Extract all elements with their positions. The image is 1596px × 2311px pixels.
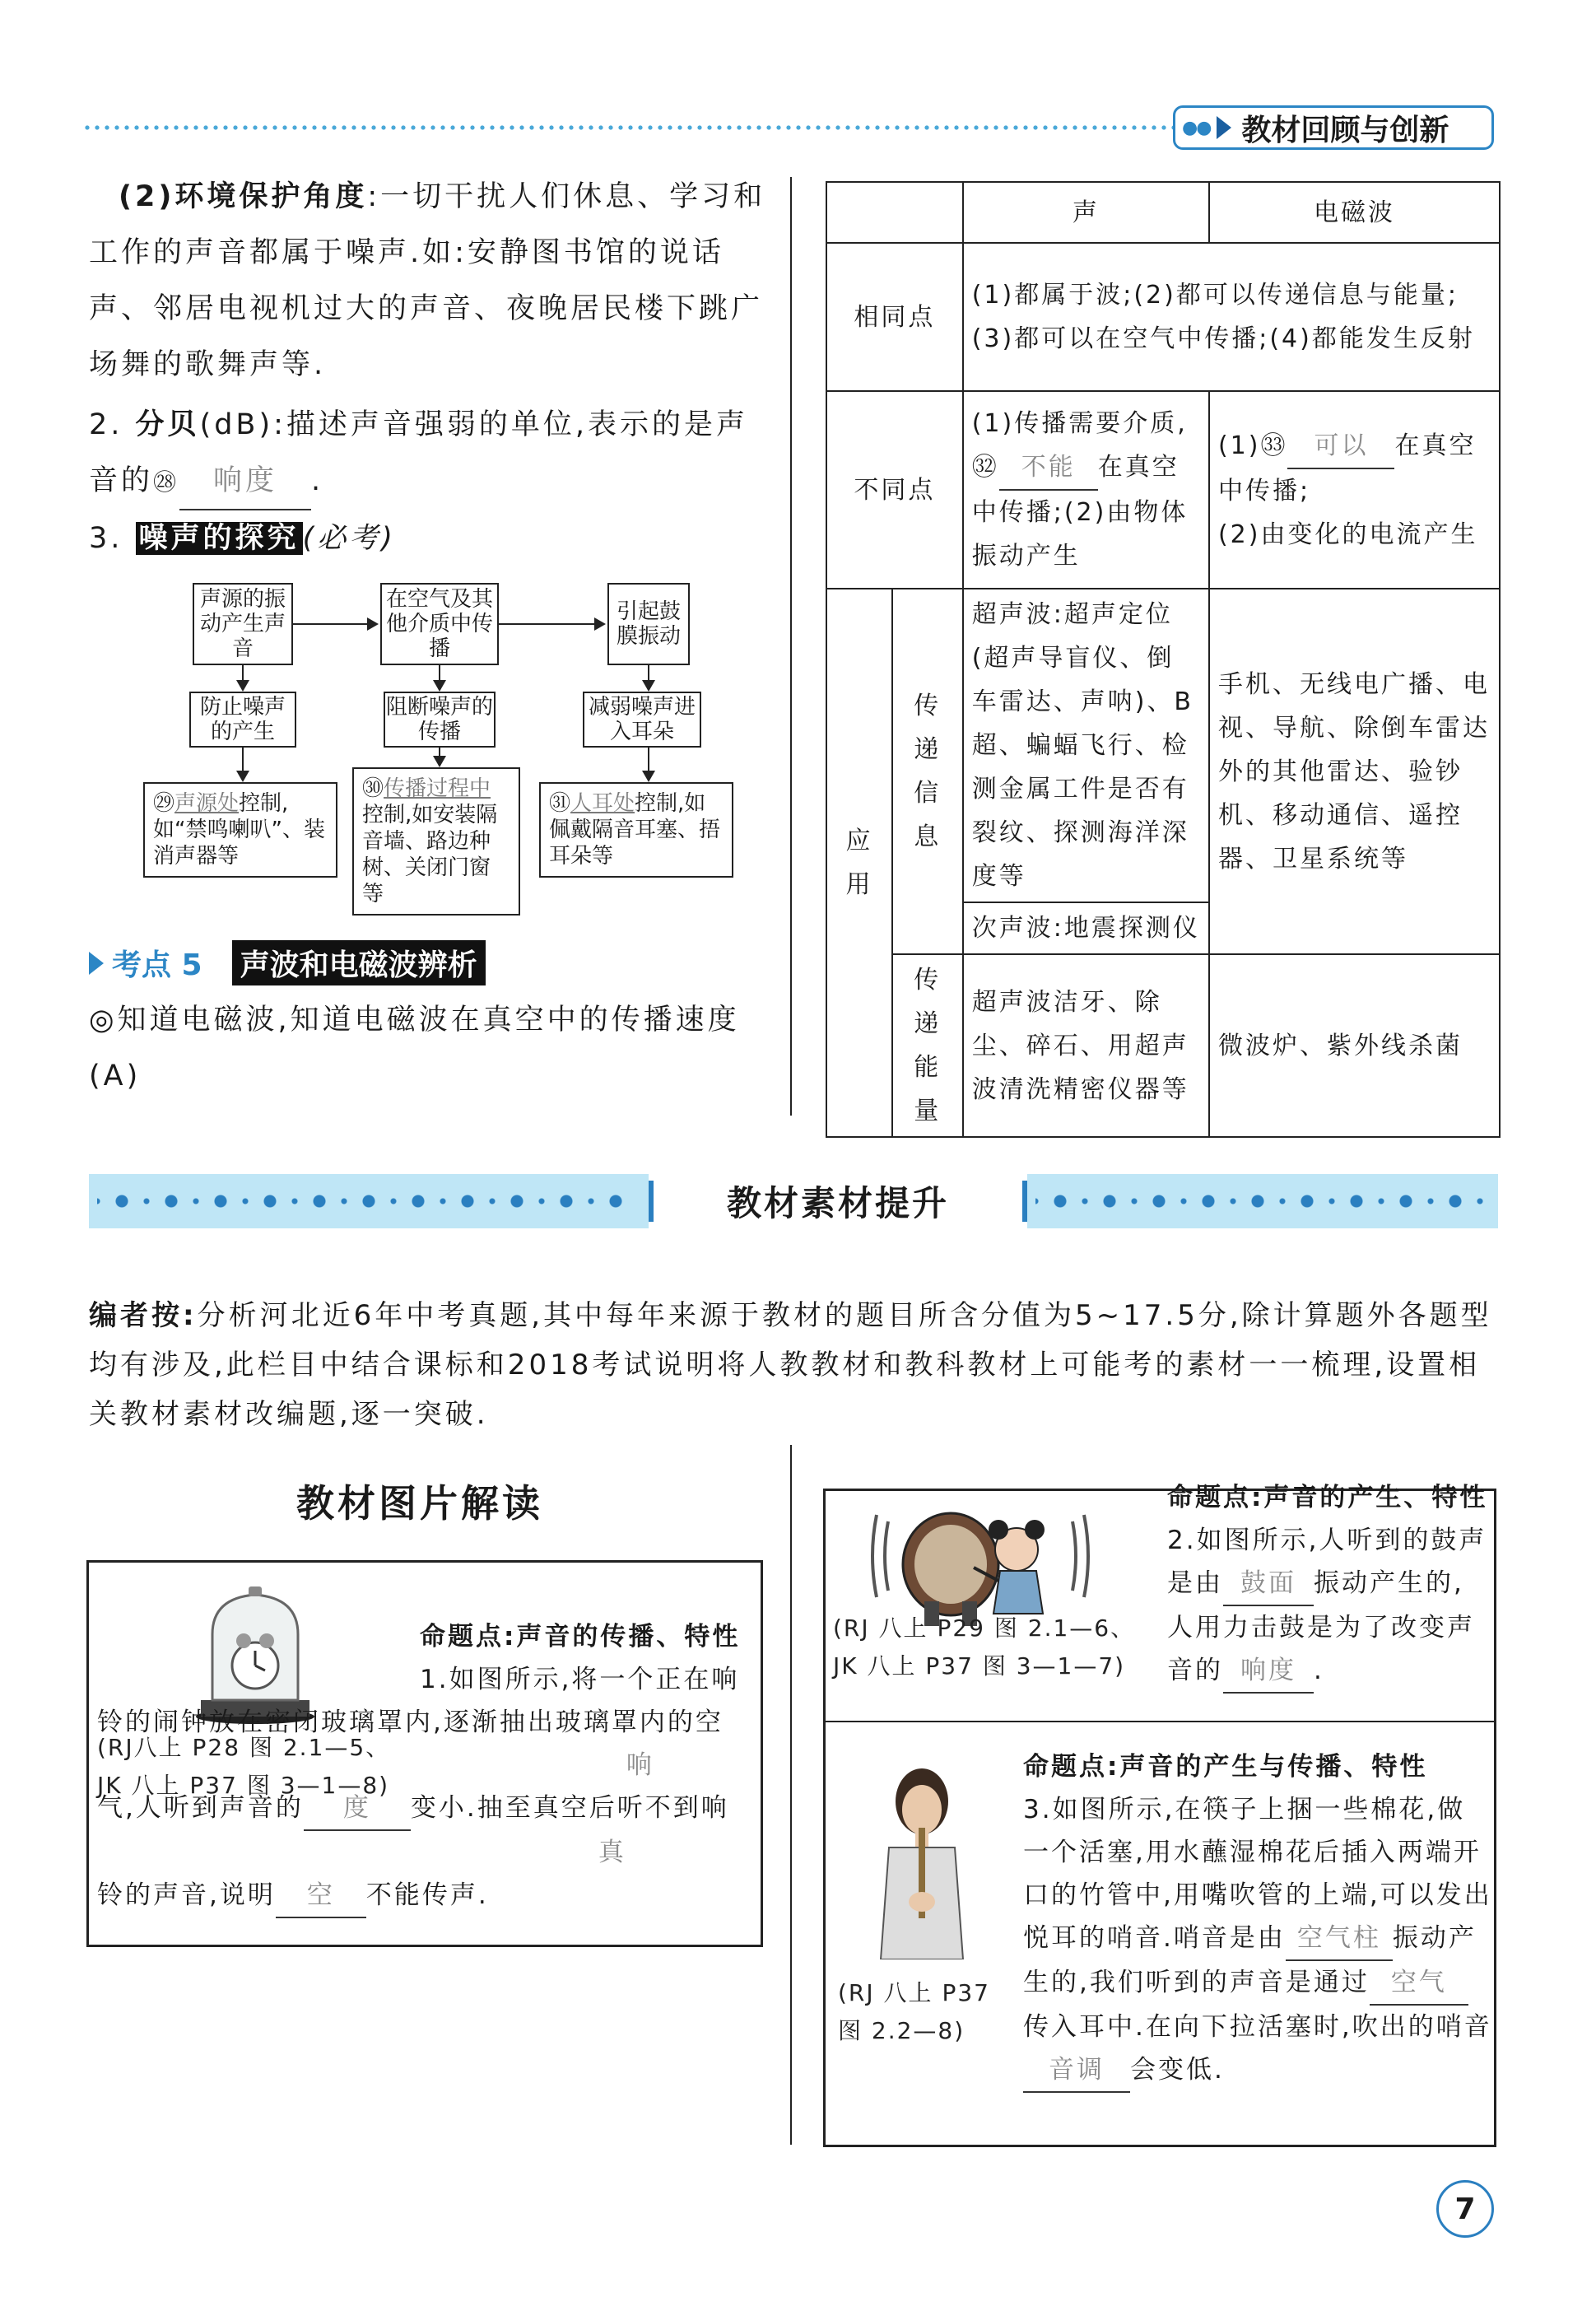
same-label: 相同点 [826, 243, 963, 391]
flow-box-29 [143, 782, 337, 878]
section-header-title: 教材回顾与创新 [1241, 113, 1449, 147]
noise-explore-heading [89, 510, 768, 566]
editor-label: 编者按: [89, 1299, 198, 1332]
q2-point-text: 命题点:声音的产生、特性 [1167, 1483, 1488, 1512]
flow-arrow-down-5 [439, 748, 440, 764]
flow-arrow-down-4 [242, 748, 244, 779]
diff-sound [963, 391, 1209, 589]
banner-title: 教材素材提升 [649, 1174, 1027, 1228]
flow-30-rest: 控制,如安装隔音墙、路边种树、关闭门窗等 [362, 803, 498, 906]
circle-number-28: ㉘ [153, 468, 180, 496]
sound-em-compare-table [826, 181, 1501, 1138]
q2-answer-1: 鼓面 [1223, 1562, 1314, 1606]
answer-31: 人耳处 [570, 791, 635, 816]
decibel-text: :描述声音强弱的单位,表示的是声音的 [89, 408, 749, 497]
answer-29: 声源处 [174, 791, 240, 816]
q3-text-d: 会变低. [1130, 2055, 1225, 2085]
flow-arrow-down-1 [242, 665, 244, 688]
table-row-info-1 [826, 589, 1500, 902]
section-header-badge [1173, 105, 1494, 150]
env-protection-text: :一切干扰人们休息、学习和工作的声音都属于噪声.如:安静图书馆的说话声、邻居电视机过大的声音、夜晚居民楼下跳广场舞的歌舞声等. [89, 180, 766, 381]
flow-arrow-down-2 [439, 665, 440, 688]
q3-answer-1: 空气柱 [1286, 1917, 1393, 1961]
answer-30: 传播过程中 [384, 776, 491, 801]
app-label: 应用 [826, 589, 892, 1137]
diff-em-c: (2)由变化的电流产生 [1217, 520, 1478, 549]
diff-em [1209, 391, 1500, 589]
diff-em-a: (1) [1217, 431, 1261, 460]
editor-text: 分析河北近6年中考真题,其中每年来源于教材的题目所含分值为5~17.5分,除计算题外各题型均有涉及,此栏目中结合课标和2018考试说明将人教教材和教科教材上可能考的素材一一梳理,设置相关教材素材改编题,逐一突破. [89, 1299, 1492, 1431]
decibel-label: 分贝 [135, 408, 200, 441]
env-protection-label: (2)环境保护角度 [119, 180, 368, 213]
circle-number-32: ㉜ [971, 453, 999, 482]
table-row-same [826, 243, 1500, 391]
same-text: (1)都属于波;(2)都可以传递信息与能量;(3)都可以在空气中传播;(4)都能发生反射 [963, 243, 1500, 391]
answer-blank-28: 响度 [179, 453, 311, 510]
table-head-em: 电磁波 [1209, 182, 1500, 243]
noise-explore-label: 噪声的探究 [136, 522, 303, 555]
circle-number-33: ㉝ [1260, 431, 1288, 460]
q1-answer-1: 响度 [304, 1744, 411, 1831]
whistle-girl-image [872, 1762, 971, 1959]
flow-arrow-down-6 [648, 748, 649, 779]
q1-text-c: 不能传声. [365, 1880, 489, 1910]
q3-text-a: 3.如图所示,在筷子上捆一些棉花,做一个活塞,用水蘸湿棉花后插入两端开口的竹管中,用嘴吹管的上端,可以发出悦耳的哨音.哨音是由 [1023, 1795, 1492, 1953]
flow-box-source: 声源的振动产生声音 [193, 583, 293, 665]
table-head-sound: 声 [963, 182, 1209, 243]
q3-caption: (RJ 八上 P37 图 2.2—8) [838, 1979, 990, 2044]
q2-text-a: 2.如图所示,人听到的鼓声是由 [1167, 1526, 1487, 1598]
section-title: 教材图片解读 [296, 1481, 543, 1526]
q3-text [1023, 1788, 1492, 2093]
table-row-diff [826, 391, 1500, 589]
flow-arrow-1 [293, 623, 375, 625]
flow-31-rest: 控制,如佩戴隔音耳塞、捂耳朵等 [549, 791, 721, 869]
banner-pattern-right [1035, 1174, 1496, 1228]
flow-box-medium: 在空气及其他介质中传播 [380, 583, 499, 665]
energy-sound: 超声波洁牙、除尘、碎石、用超声波清洗精密仪器等 [963, 954, 1209, 1137]
flow-box-30 [352, 767, 520, 916]
column-divider-bottom [790, 1445, 792, 2145]
q3-point-text: 命题点:声音的产生与传播、特性 [1023, 1752, 1428, 1782]
triangle-icon [89, 952, 104, 975]
q1-caption: (RJ八上 P28 图 2.1—5、JK 八上 P37 图 3—1—8) [97, 1734, 391, 1799]
page-number: 7 [1436, 2180, 1494, 2238]
answer-blank-33: 可以 [1287, 424, 1394, 469]
answer-blank-32: 不能 [999, 445, 1098, 491]
decibel-num: 2. [89, 408, 123, 441]
flow-box-block: 阻断噪声的传播 [384, 692, 496, 748]
info-sound-infra: 次声波:地震探测仪 [963, 902, 1209, 954]
diff-em-b: 在真空中传播; [1217, 431, 1477, 506]
editor-note [89, 1291, 1498, 1439]
info-sound-ultra: 超声波:超声定位(超声导盲仪、倒车雷达、声呐)、B超、蝙蝠飞行、检测金属工件是否有裂纹、探测海洋深度等 [963, 589, 1209, 902]
flow-box-eardrum: 引起鼓膜振动 [607, 583, 690, 665]
energy-label: 传递能量 [892, 954, 963, 1137]
q3-answer-2: 空气 [1370, 1961, 1468, 2006]
arrow-right-icon [1217, 116, 1231, 139]
flow-arrow-2 [499, 623, 603, 625]
circle-number-31: ㉛ [549, 791, 571, 816]
decibel-unit: (dB) [199, 408, 274, 441]
info-em: 手机、无线电广播、电视、导航、除倒车雷达外的其他雷达、验钞机、移动通信、遥控器、卫星系统等 [1209, 589, 1500, 954]
table-header-row [826, 182, 1500, 243]
q2-text-b: 振动产生的,人用力击鼓是为了改变声音的 [1167, 1568, 1475, 1685]
circle-number-30: ㉚ [362, 776, 384, 801]
decibel-paragraph: 2. 分贝(dB):描述声音强弱的单位,表示的是声音的㉘ 响度 . [89, 397, 768, 510]
card-divider [823, 1721, 1496, 1722]
circle-number-29: ㉙ [153, 791, 175, 816]
diff-sound-b: 在真空中传播;(2)由物体振动产生 [971, 453, 1189, 571]
q1-text-a: 1.如图所示,将一个正在响铃的闹钟放在密闭玻璃罩内,逐渐抽出玻璃罩内的空气,人听到声音的 [97, 1665, 740, 1823]
table-corner [826, 182, 963, 243]
flow-box-reduce: 减弱噪声进入耳朵 [583, 692, 701, 748]
noise-explore-note: (必考) [302, 522, 396, 555]
flow-box-prevent: 防止噪声的产生 [189, 692, 296, 748]
flow-box-31 [539, 782, 733, 878]
q1-text [97, 1658, 751, 1918]
q2-text-c: . [1314, 1656, 1324, 1685]
flow-29-rest: 控制,如“禁鸣喇叭”、装消声器等 [153, 791, 325, 869]
q1-point [420, 1615, 749, 1658]
material-banner [89, 1174, 1498, 1228]
q2-caption: (RJ 八上 P29 图 2.1—6、JK 八上 P37 图 3—1—7) [833, 1614, 1136, 1680]
q1-point-text: 命题点:声音的传播、特性 [420, 1622, 741, 1652]
banner-pattern-left [97, 1174, 624, 1228]
q3-answer-3: 音调 [1023, 2048, 1130, 2093]
column-divider-top [790, 177, 792, 1116]
table-row-energy [826, 954, 1500, 1137]
q1-text-b: 变小.抽至真空后听不到响铃的声音,说明 [97, 1793, 729, 1910]
flow-arrow-down-3 [648, 665, 649, 688]
q3-text-b: 振动产生的,我们听到的声音是通过 [1023, 1923, 1477, 1997]
header-dot-line [82, 123, 1173, 132]
q3-point [1023, 1745, 1492, 1788]
diff-sound-a: (1)传播需要介质, [971, 409, 1188, 438]
dots-icon: ●● [1182, 117, 1211, 138]
requirement-text: ◎知道电磁波,知道电磁波在真空中的传播速度(A) [89, 1004, 740, 1093]
energy-em: 微波炉、紫外线杀菌 [1209, 954, 1500, 1137]
q2-text [1167, 1519, 1488, 1694]
q3-text-c: 传入耳中.在向下拉活塞时,吹出的哨音 [1023, 2012, 1492, 2042]
kaodian-title: 声波和电磁波辨析 [232, 940, 486, 985]
kaodian-label: 考点 5 [112, 948, 202, 982]
q2-point [1167, 1476, 1488, 1519]
env-protection-paragraph [89, 169, 768, 393]
q1-answer-2: 真空 [276, 1831, 366, 1918]
noise-explore-num: 3. [89, 522, 123, 555]
q2-answer-2: 响度 [1223, 1649, 1314, 1694]
kaodian-heading [89, 940, 486, 985]
diff-label: 不同点 [826, 391, 963, 589]
info-label: 传递信息 [892, 589, 963, 954]
